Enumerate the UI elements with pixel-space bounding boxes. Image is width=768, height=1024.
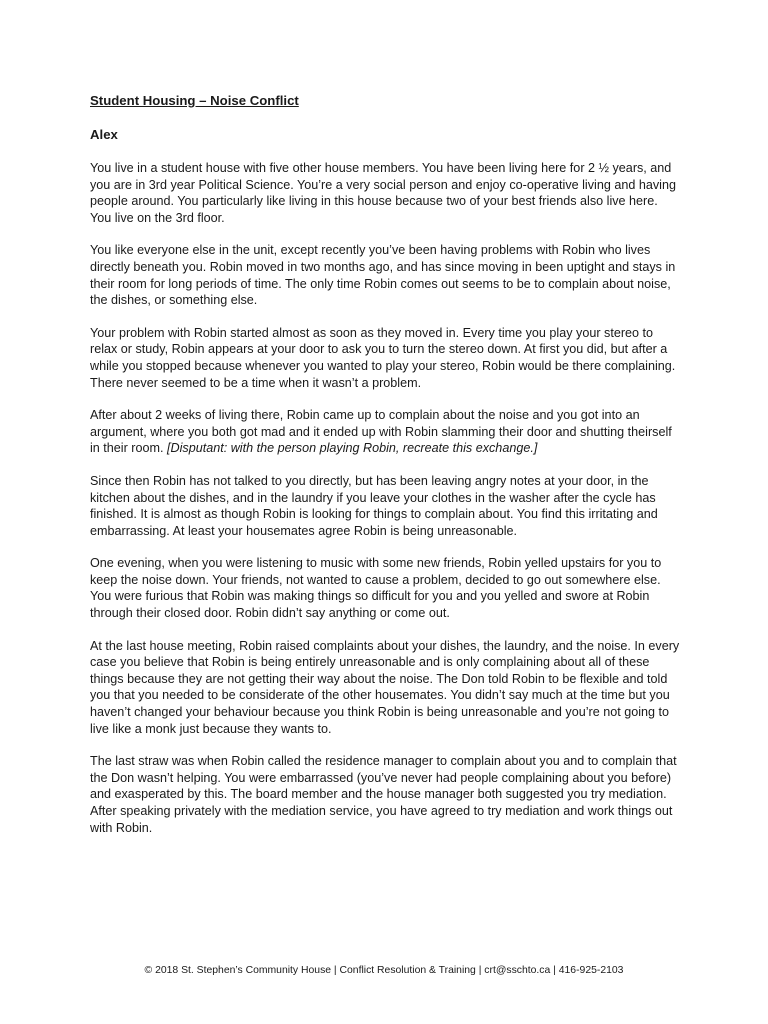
paragraph-4: After about 2 weeks of living there, Robin came up to complain about the noise and you got into an argument, where you both got mad and it ended up with Robin slamming their door and shutting theirself in their room. [Disputant: with the person playing Robin, recreate this exchange.]: [90, 408, 672, 456]
document-body: [90, 92, 682, 852]
paragraph-6: One evening, when you were listening to music with some new friends, Robin yelled upstairs for you to keep the noise down. Your friends, not wanted to cause a problem, decided to go out somewhere else. You were furious that Robin was making things so difficult for you and you yelled and swore at Robin through their closed door. Robin didn’t say anything or come out.: [90, 556, 662, 621]
document-title: Student Housing – Noise Conflict: [90, 93, 299, 108]
role-name: Alex: [90, 127, 118, 142]
paragraph-7: At the last house meeting, Robin raised complaints about your dishes, the laundry, and the noise. In every case you believe that Robin is being entirely unreasonable and is only complaining about all of these things because they are not getting their way about the noise. The Don told Robin to be flexible and told you that you needed to be considerate of the other housemates. You didn’t say much at the time but you haven’t changed your behaviour because you think Robin is being unreasonable and you’re not going to live like a monk just because they wants to.: [90, 638, 680, 736]
paragraph-1: You live in a student house with five other house members. You have been living here for 2 ½ years, and you are in 3rd year Political Science. You’re a very social person and enjoy co-operative living and having people around. You particularly like living in this house because two of your best friends also live here. You live on the 3rd floor.: [90, 161, 676, 225]
paragraph-2: You like everyone else in the unit, except recently you’ve been having problems with Robin who lives directly beneath you. Robin moved in two months ago, and has since moving in been uptight and stays in their room for long periods of time. The only time Robin comes out seems to be to complain about noise, the dishes, or something else.: [90, 243, 676, 308]
page-footer: © 2018 St. Stephen’s Community House | Conflict Resolution & Training | crt@sschto.ca | 416-925-2103: [144, 965, 624, 976]
paragraph-3: Your problem with Robin started almost as soon as they moved in. Every time you play your stereo to relax or study, Robin appears at your door to ask you to turn the stereo down. At first you did, but after a while you stopped because whenever you wanted to play your stereo, Robin would be there complaining. There never seemed to be a time when it wasn’t a problem.: [90, 325, 676, 390]
disputant-instruction: [Disputant: with the person playing Robin, recreate this exchange.]: [167, 441, 538, 456]
paragraph-8: The last straw was when Robin called the residence manager to complain about you and to complain that the Don wasn’t helping. You were embarrassed (you’ve never had people complaining about you before) and exasperated by this. The board member and the house manager both suggested you try mediation. After speaking privately with the mediation service, you have agreed to try mediation and work things out with Robin.: [90, 754, 677, 835]
paragraph-5: Since then Robin has not talked to you directly, but has been leaving angry notes at your door, in the kitchen about the dishes, and in the laundry if you leave your clothes in the washer after the cycle has finished. It is almost as though Robin is looking for things to complain about. You find this irritating and embarrassing. At least your housemates agree Robin is being unreasonable.: [90, 473, 658, 538]
